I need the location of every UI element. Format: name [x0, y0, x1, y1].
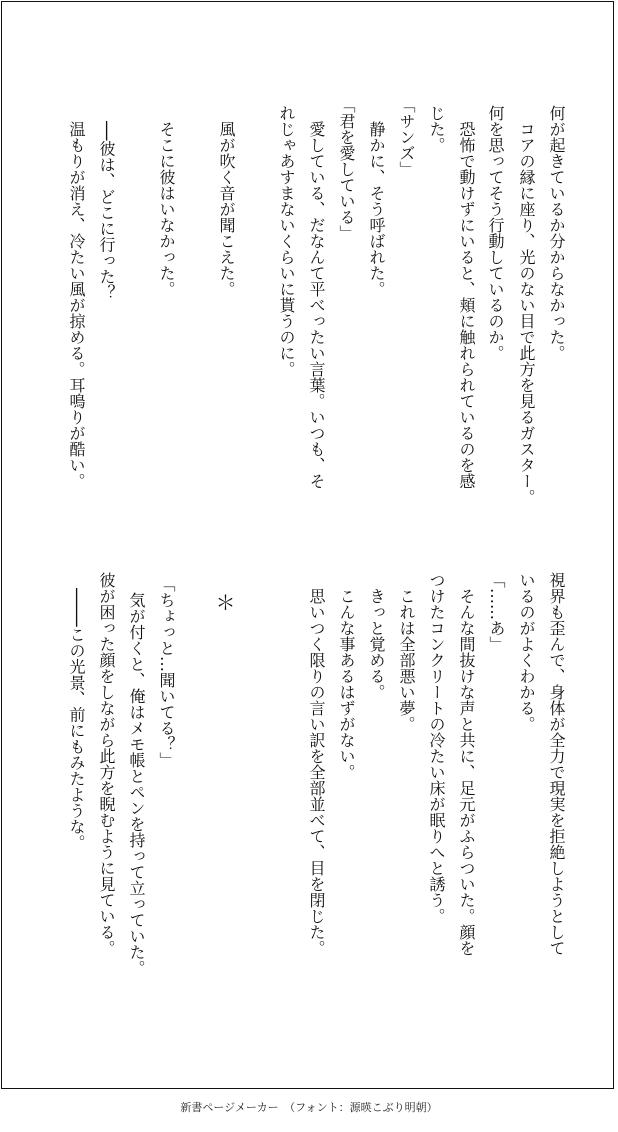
- top-line-1: 何が起きているか分からなかった。: [547, 105, 566, 361]
- top-line-2: コアの縁に座り、光のない目で此方を見るガスター。: [517, 105, 536, 505]
- bottom-line-15: 彼が困った顔をしながら此方を睨むように見ている。: [97, 572, 116, 956]
- top-line-14: そこに彼はいなかった。: [157, 105, 176, 297]
- bottom-line-14: 気が付くと、俺はメモ帳とペンを持って立っていた。: [127, 576, 146, 976]
- top-line-8: 「君を愛している」: [337, 97, 356, 241]
- footer-credit: 新書ページメーカー （フォント：源暎こぶり明朝）: [180, 1101, 438, 1114]
- bottom-line-4: そんな間抜けな声と共に、足元がふらついた。顔を: [457, 572, 476, 956]
- bottom-line-16: ────この光景、前にもみたような。: [67, 572, 86, 851]
- bottom-line-1: 視界も歪んで、身体が全力で現実を拒絶しようとして: [547, 572, 566, 956]
- top-line-4: 恐怖で動けずにいると、頬に触れられているのを感: [457, 105, 476, 489]
- top-line-7: 静かに、そう呼ばれた。: [367, 105, 386, 297]
- bottom-line-13: 「ちょっと…聞いてる？」: [157, 576, 176, 768]
- bottom-line-6: これは全部悪い夢。: [397, 572, 416, 732]
- scene-break-asterisk: ＊: [212, 572, 236, 612]
- top-line-17: 温もりが消え、冷たい風が掠める。耳鳴りが酷い。: [67, 105, 86, 489]
- bottom-line-8: こんな事あるはずがない。: [337, 572, 356, 780]
- top-line-16: ──彼は、どこに行った？: [97, 105, 116, 301]
- top-line-6: 「サンズ」: [397, 97, 416, 177]
- bottom-line-2: いるのがよくわかる。: [517, 572, 536, 732]
- bottom-line-7: きっと覚める。: [367, 572, 386, 700]
- bottom-line-9: 思いつく限りの言い訳を全部並べて、目を閉じた。: [307, 572, 326, 956]
- top-line-9: 愛している、だなんて平べったい言葉。いつも、そ: [307, 105, 326, 489]
- top-line-3: 何を思ってそう行動しているのか。: [486, 105, 505, 361]
- bottom-line-5: つけたコンクリートの冷たい床が眠りへと誘う。: [427, 572, 446, 924]
- top-line-5: じた。: [427, 105, 446, 153]
- top-line-12: 風が吹く音が聞こえた。: [217, 105, 236, 297]
- top-line-10: れじゃあすまないくらいに貰うのに。: [277, 105, 296, 377]
- bottom-line-3: 「……あ」: [487, 572, 506, 652]
